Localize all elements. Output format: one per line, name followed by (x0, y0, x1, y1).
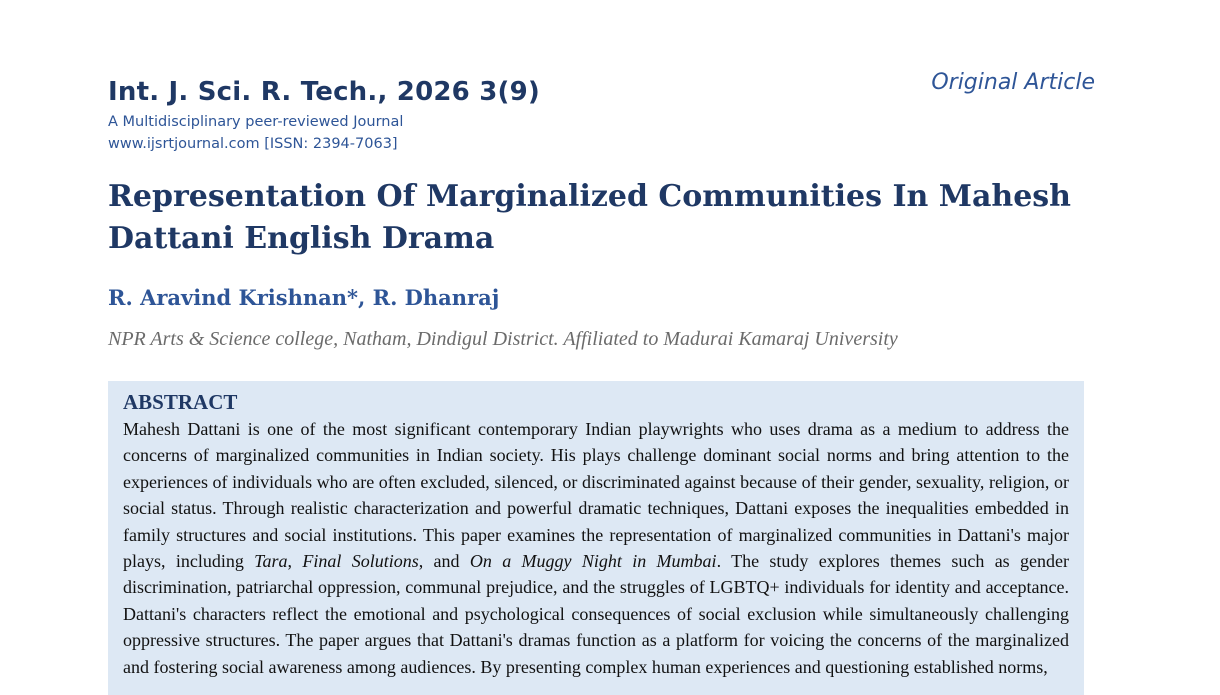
play-title-final-solutions: Final Solutions (302, 551, 419, 572)
abstract-text-part-2: . The study explores themes such as gender discrimination, patriarchal oppression, communal prejudice, and the struggles of LGBTQ+ individuals for identity and acceptance. Dattani's characters reflect the emotional and psychological consequences of social exclusion while simultaneously challenging oppressive structures. The paper argues that Dattani's dramas function as a platform for voicing the concerns of the marginalized and fostering social awareness among audiences. By presenting complex human experiences and questioning established norms, (123, 551, 1069, 677)
journal-url-issn: www.ijsrtjournal.com [ISSN: 2394-7063] (108, 136, 398, 152)
abstract-box (108, 381, 1084, 695)
paper-affiliation: NPR Arts & Science college, Natham, Dindigul District. Affiliated to Madurai Kamaraj University (108, 328, 898, 350)
abstract-separator-1: , (287, 551, 303, 572)
play-title-tara: Tara (254, 551, 288, 572)
abstract-text (123, 416, 1069, 680)
paper-title: Representation Of Marginalized Communities In Mahesh Dattani English Drama (108, 179, 1071, 256)
paper-authors: R. Aravind Krishnan*, R. Dhanraj (108, 285, 500, 310)
journal-title: Int. J. Sci. R. Tech., 2026 3(9) (108, 77, 540, 107)
abstract-separator-2: , and (418, 551, 470, 572)
play-title-muggy-night: On a Muggy Night in Mumbai (469, 551, 717, 572)
journal-subtitle: A Multidisciplinary peer-reviewed Journal (108, 114, 404, 130)
article-type-label: Original Article (931, 70, 1095, 95)
journal-header (108, 73, 708, 155)
abstract-text-part-1: Mahesh Dattani is one of the most significant contemporary Indian playwrights who uses drama as a medium to address the concerns of marginalized communities in Indian society. His plays challenge dominant social norms and bring attention to the experiences of individuals who are often excluded, silenced, or discriminated against because of their gender, sexuality, religion, or social status. Through realistic characterization and powerful dramatic techniques, Dattani exposes the inequalities embedded in family structures and social institutions. This paper examines the representation of marginalized communities in Dattani's major plays, including (123, 419, 1069, 572)
abstract-heading: ABSTRACT (123, 390, 238, 414)
